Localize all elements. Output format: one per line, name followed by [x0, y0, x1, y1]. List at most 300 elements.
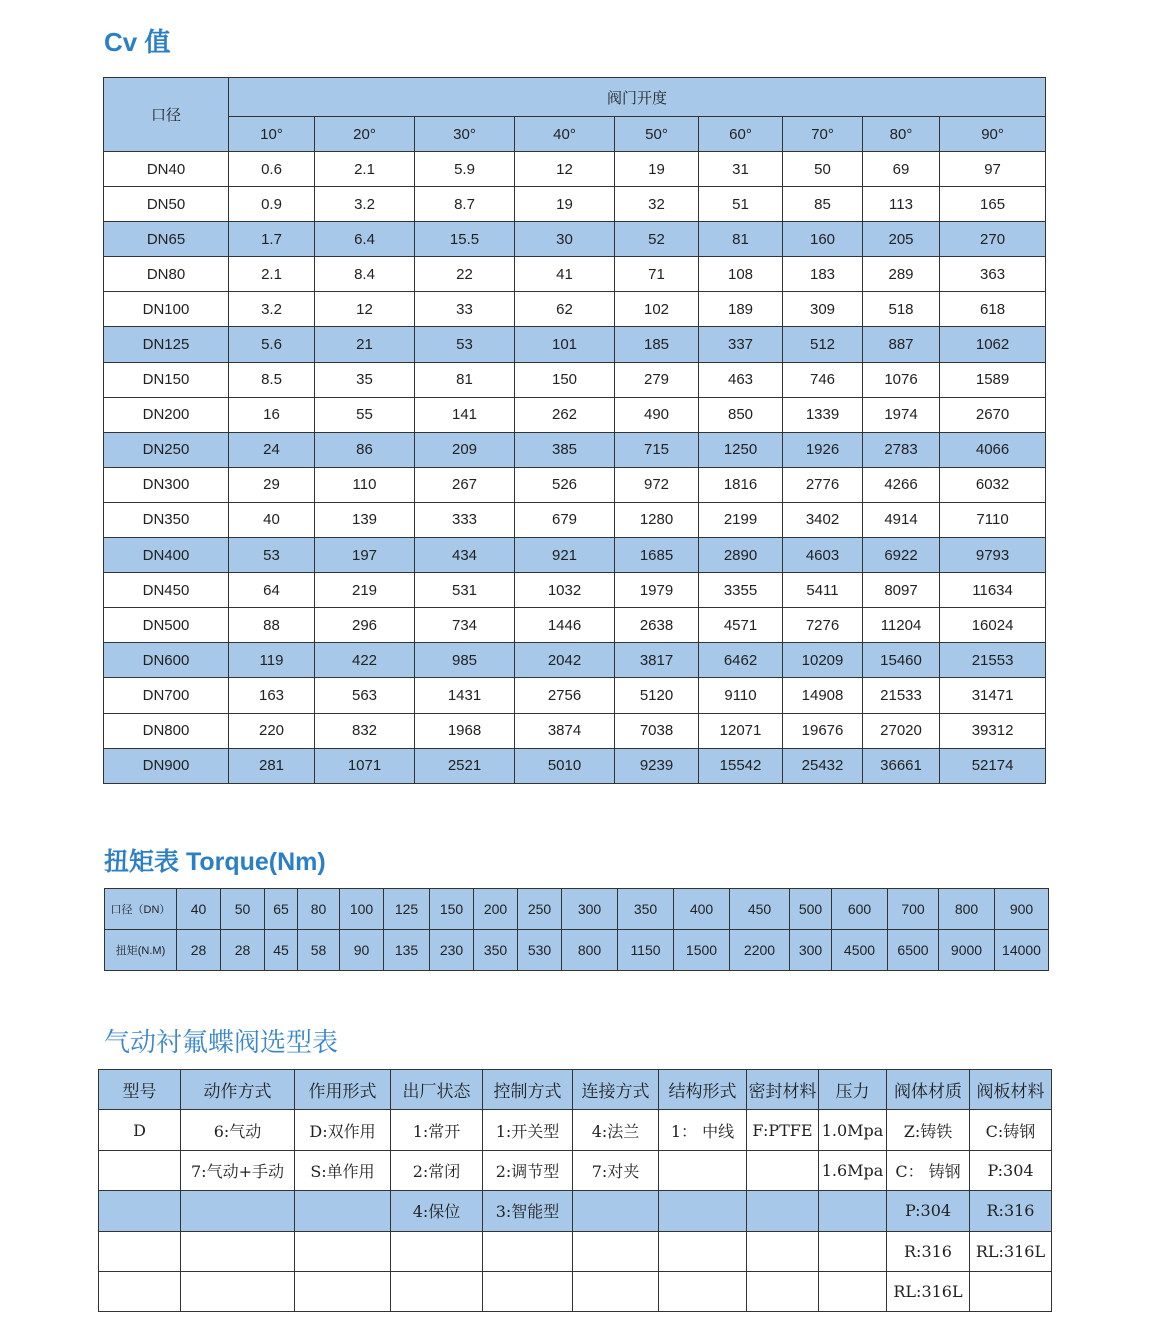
cv-size-cell: DN250	[104, 432, 229, 467]
cv-value-cell: 2756	[515, 678, 615, 713]
cv-value-cell: 32	[615, 187, 699, 222]
cv-value-cell: 205	[863, 222, 940, 257]
cv-value-cell: 35	[315, 362, 415, 397]
selection-cell	[181, 1231, 295, 1271]
cv-value-cell: 29	[229, 467, 315, 502]
cv-value-cell: 8.5	[229, 362, 315, 397]
cv-row	[104, 257, 1046, 292]
cv-value-cell: 6032	[940, 467, 1046, 502]
cv-row	[104, 467, 1046, 502]
torque-value-cell: 1150	[618, 930, 674, 971]
cv-value-cell: 1062	[940, 327, 1046, 362]
selection-cell: P:304	[887, 1191, 970, 1231]
torque-dn-cell: 80	[298, 889, 340, 930]
cv-value-cell: 1685	[615, 538, 699, 573]
cv-value-cell: 850	[699, 397, 783, 432]
selection-cell	[747, 1231, 819, 1271]
cv-value-cell: 16024	[940, 608, 1046, 643]
cv-value-cell: 101	[515, 327, 615, 362]
selection-cell: D:双作用	[295, 1110, 391, 1150]
cv-value-cell: 5120	[615, 678, 699, 713]
cv-value-cell: 1816	[699, 467, 783, 502]
cv-angle-header: 40°	[515, 117, 615, 152]
cv-value-cell: 27020	[863, 713, 940, 748]
cv-row	[104, 292, 1046, 327]
cv-value-cell: 281	[229, 748, 315, 783]
cv-value-cell: 85	[783, 187, 863, 222]
cv-value-cell: 165	[940, 187, 1046, 222]
cv-value-cell: 6.4	[315, 222, 415, 257]
torque-value-cell: 28	[221, 930, 265, 971]
selection-cell	[99, 1191, 181, 1231]
cv-value-cell: 3874	[515, 713, 615, 748]
cv-value-cell: 110	[315, 467, 415, 502]
selection-table	[98, 1069, 1052, 1312]
cv-value-cell: 531	[415, 573, 515, 608]
cv-value-cell: 11204	[863, 608, 940, 643]
selection-cell: F:PTFE	[747, 1110, 819, 1150]
cv-value-cell: 40	[229, 502, 315, 537]
torque-value-cell: 800	[562, 930, 618, 971]
cv-value-cell: 267	[415, 467, 515, 502]
cv-value-cell: 972	[615, 467, 699, 502]
cv-value-cell: 19	[515, 187, 615, 222]
cv-value-cell: 71	[615, 257, 699, 292]
cv-value-cell: 6462	[699, 643, 783, 678]
cv-value-cell: 296	[315, 608, 415, 643]
cv-value-cell: 832	[315, 713, 415, 748]
selection-header: 结构形式	[659, 1070, 747, 1110]
selection-cell	[747, 1271, 819, 1311]
cv-value-cell: 2776	[783, 467, 863, 502]
torque-dn-cell: 100	[340, 889, 384, 930]
selection-cell	[747, 1191, 819, 1231]
selection-cell: 1.6Mpa	[819, 1150, 887, 1190]
cv-value-cell: 1589	[940, 362, 1046, 397]
selection-cell: RL:316L	[887, 1271, 970, 1311]
torque-table	[104, 888, 1049, 971]
torque-dn-cell: 150	[430, 889, 474, 930]
cv-angle-header: 30°	[415, 117, 515, 152]
cv-value-cell: 15460	[863, 643, 940, 678]
cv-value-cell: 9110	[699, 678, 783, 713]
cv-value-cell: 618	[940, 292, 1046, 327]
cv-value-cell: 1339	[783, 397, 863, 432]
cv-row	[104, 327, 1046, 362]
cv-row	[104, 222, 1046, 257]
selection-cell	[181, 1191, 295, 1231]
cv-size-cell: DN600	[104, 643, 229, 678]
cv-size-cell: DN500	[104, 608, 229, 643]
cv-size-cell: DN400	[104, 538, 229, 573]
cv-value-cell: 262	[515, 397, 615, 432]
cv-value-cell: 30	[515, 222, 615, 257]
cv-value-cell: 8.7	[415, 187, 515, 222]
selection-cell	[819, 1231, 887, 1271]
selection-cell	[573, 1271, 659, 1311]
selection-cell	[659, 1271, 747, 1311]
cv-value-cell: 734	[415, 608, 515, 643]
cv-value-cell: 422	[315, 643, 415, 678]
torque-dn-cell: 900	[995, 889, 1049, 930]
cv-value-cell: 337	[699, 327, 783, 362]
cv-row	[104, 187, 1046, 222]
cv-row	[104, 608, 1046, 643]
cv-row	[104, 713, 1046, 748]
selection-cell: 1:开关型	[483, 1110, 573, 1150]
cv-value-cell: 197	[315, 538, 415, 573]
cv-value-cell: 2638	[615, 608, 699, 643]
torque-value-cell: 58	[298, 930, 340, 971]
cv-value-cell: 86	[315, 432, 415, 467]
cv-value-cell: 1.7	[229, 222, 315, 257]
torque-dn-cell: 600	[832, 889, 888, 930]
selection-cell	[659, 1231, 747, 1271]
cv-value-cell: 55	[315, 397, 415, 432]
torque-dn-cell: 50	[221, 889, 265, 930]
cv-angle-header: 50°	[615, 117, 699, 152]
cv-value-cell: 3.2	[315, 187, 415, 222]
cv-size-cell: DN150	[104, 362, 229, 397]
cv-value-cell: 434	[415, 538, 515, 573]
cv-value-cell: 1431	[415, 678, 515, 713]
cv-size-cell: DN100	[104, 292, 229, 327]
cv-value-cell: 7110	[940, 502, 1046, 537]
cv-value-cell: 53	[229, 538, 315, 573]
selection-header: 型号	[99, 1070, 181, 1110]
cv-size-cell: DN200	[104, 397, 229, 432]
selection-cell	[391, 1271, 483, 1311]
cv-value-cell: 39312	[940, 713, 1046, 748]
cv-value-cell: 24	[229, 432, 315, 467]
torque-dn-cell: 125	[384, 889, 430, 930]
cv-row	[104, 573, 1046, 608]
torque-value-label: 扭矩(N.M)	[105, 930, 177, 971]
cv-value-cell: 21553	[940, 643, 1046, 678]
selection-cell: Z:铸铁	[887, 1110, 970, 1150]
cv-value-cell: 15.5	[415, 222, 515, 257]
cv-size-cell: DN350	[104, 502, 229, 537]
cv-value-cell: 31	[699, 152, 783, 187]
selection-cell	[181, 1271, 295, 1311]
cv-value-cell: 3817	[615, 643, 699, 678]
cv-value-cell: 279	[615, 362, 699, 397]
torque-value-cell: 2200	[730, 930, 790, 971]
cv-value-cell: 2783	[863, 432, 940, 467]
selection-header: 压力	[819, 1070, 887, 1110]
selection-cell: 7:气动+手动	[181, 1150, 295, 1190]
cv-size-cell: DN700	[104, 678, 229, 713]
cv-value-cell: 679	[515, 502, 615, 537]
cv-value-cell: 4914	[863, 502, 940, 537]
cv-size-cell: DN50	[104, 187, 229, 222]
cv-value-cell: 12071	[699, 713, 783, 748]
cv-value-cell: 141	[415, 397, 515, 432]
cv-value-cell: 50	[783, 152, 863, 187]
cv-value-cell: 52174	[940, 748, 1046, 783]
cv-value-cell: 985	[415, 643, 515, 678]
cv-size-cell: DN125	[104, 327, 229, 362]
selection-cell: 6:气动	[181, 1110, 295, 1150]
cv-value-cell: 1446	[515, 608, 615, 643]
selection-cell: R:316	[887, 1231, 970, 1271]
selection-cell	[747, 1150, 819, 1190]
selection-row	[99, 1271, 1052, 1311]
cv-value-cell: 16	[229, 397, 315, 432]
cv-value-cell: 746	[783, 362, 863, 397]
selection-row	[99, 1150, 1052, 1190]
selection-row	[99, 1191, 1052, 1231]
cv-value-cell: 1926	[783, 432, 863, 467]
selection-cell: C:铸钢	[970, 1110, 1052, 1150]
cv-value-cell: 62	[515, 292, 615, 327]
cv-value-cell: 11634	[940, 573, 1046, 608]
selection-cell	[99, 1271, 181, 1311]
selection-cell	[295, 1231, 391, 1271]
torque-dn-cell: 65	[265, 889, 298, 930]
cv-value-cell: 490	[615, 397, 699, 432]
cv-row	[104, 432, 1046, 467]
cv-value-cell: 887	[863, 327, 940, 362]
torque-dn-cell: 40	[177, 889, 221, 930]
torque-dn-cell: 700	[888, 889, 939, 930]
selection-cell: D	[99, 1110, 181, 1150]
torque-dn-cell: 800	[939, 889, 995, 930]
torque-dn-cell: 500	[790, 889, 832, 930]
selection-cell: 1： 中线	[659, 1110, 747, 1150]
cv-angle-header: 90°	[940, 117, 1046, 152]
cv-value-cell: 6922	[863, 538, 940, 573]
cv-value-cell: 12	[515, 152, 615, 187]
cv-value-cell: 41	[515, 257, 615, 292]
cv-value-cell: 209	[415, 432, 515, 467]
torque-value-cell: 9000	[939, 930, 995, 971]
torque-value-cell: 28	[177, 930, 221, 971]
cv-value-cell: 2.1	[229, 257, 315, 292]
cv-size-cell: DN800	[104, 713, 229, 748]
cv-angle-header: 10°	[229, 117, 315, 152]
cv-value-cell: 7038	[615, 713, 699, 748]
cv-value-cell: 5.6	[229, 327, 315, 362]
cv-row	[104, 538, 1046, 573]
cv-value-cell: 160	[783, 222, 863, 257]
torque-value-cell: 530	[518, 930, 562, 971]
selection-cell: 1.0Mpa	[819, 1110, 887, 1150]
cv-value-cell: 3355	[699, 573, 783, 608]
cv-value-cell: 526	[515, 467, 615, 502]
selection-cell: 7:对夹	[573, 1150, 659, 1190]
selection-cell	[573, 1191, 659, 1231]
cv-value-cell: 22	[415, 257, 515, 292]
selection-cell	[483, 1231, 573, 1271]
cv-value-cell: 4266	[863, 467, 940, 502]
cv-angle-header: 60°	[699, 117, 783, 152]
cv-value-cell: 563	[315, 678, 415, 713]
cv-value-cell: 81	[415, 362, 515, 397]
selection-cell: 4:保位	[391, 1191, 483, 1231]
torque-value-cell: 350	[474, 930, 518, 971]
torque-title: 扭矩表 Torque(Nm)	[104, 848, 326, 876]
torque-value-cell: 135	[384, 930, 430, 971]
cv-value-cell: 19	[615, 152, 699, 187]
selection-header: 控制方式	[483, 1070, 573, 1110]
cv-value-cell: 69	[863, 152, 940, 187]
cv-size-header: 口径	[104, 78, 229, 152]
torque-value-cell: 14000	[995, 930, 1049, 971]
torque-value-cell: 45	[265, 930, 298, 971]
cv-value-cell: 36661	[863, 748, 940, 783]
cv-value-cell: 715	[615, 432, 699, 467]
cv-value-cell: 385	[515, 432, 615, 467]
torque-dn-label: 口径（DN）	[105, 889, 177, 930]
cv-value-cell: 102	[615, 292, 699, 327]
cv-value-cell: 1968	[415, 713, 515, 748]
selection-cell: 3:智能型	[483, 1191, 573, 1231]
cv-value-cell: 31471	[940, 678, 1046, 713]
torque-value-cell: 300	[790, 930, 832, 971]
selection-cell: S:单作用	[295, 1150, 391, 1190]
cv-value-cell: 5411	[783, 573, 863, 608]
cv-value-cell: 14908	[783, 678, 863, 713]
cv-opening-header: 阀门开度	[229, 78, 1046, 117]
cv-value-cell: 9793	[940, 538, 1046, 573]
cv-value-cell: 2521	[415, 748, 515, 783]
cv-value-cell: 220	[229, 713, 315, 748]
cv-row	[104, 397, 1046, 432]
selection-cell	[295, 1191, 391, 1231]
cv-value-cell: 512	[783, 327, 863, 362]
selection-cell	[659, 1150, 747, 1190]
selection-header: 密封材料	[747, 1070, 819, 1110]
cv-value-cell: 309	[783, 292, 863, 327]
cv-value-cell: 2670	[940, 397, 1046, 432]
cv-value-cell: 64	[229, 573, 315, 608]
selection-cell: 2:常闭	[391, 1150, 483, 1190]
selection-header: 出厂状态	[391, 1070, 483, 1110]
cv-angle-header: 20°	[315, 117, 415, 152]
cv-value-cell: 219	[315, 573, 415, 608]
cv-value-cell: 10209	[783, 643, 863, 678]
cv-value-cell: 2.1	[315, 152, 415, 187]
cv-value-cell: 1071	[315, 748, 415, 783]
selection-cell: R:316	[970, 1191, 1052, 1231]
cv-value-cell: 1979	[615, 573, 699, 608]
selection-header: 动作方式	[181, 1070, 295, 1110]
cv-value-cell: 0.6	[229, 152, 315, 187]
cv-value-cell: 1076	[863, 362, 940, 397]
cv-value-cell: 3.2	[229, 292, 315, 327]
selection-row	[99, 1110, 1052, 1150]
cv-value-cell: 108	[699, 257, 783, 292]
cv-value-cell: 33	[415, 292, 515, 327]
selection-cell: RL:316L	[970, 1231, 1052, 1271]
cv-size-cell: DN65	[104, 222, 229, 257]
cv-row	[104, 362, 1046, 397]
cv-value-cell: 150	[515, 362, 615, 397]
selection-cell: 2:调节型	[483, 1150, 573, 1190]
cv-value-cell: 2890	[699, 538, 783, 573]
cv-size-cell: DN300	[104, 467, 229, 502]
cv-value-cell: 53	[415, 327, 515, 362]
selection-cell: P:304	[970, 1150, 1052, 1190]
cv-value-cell: 185	[615, 327, 699, 362]
cv-value-cell: 52	[615, 222, 699, 257]
cv-value-cell: 8097	[863, 573, 940, 608]
cv-value-cell: 7276	[783, 608, 863, 643]
selection-cell	[99, 1150, 181, 1190]
cv-value-cell: 5.9	[415, 152, 515, 187]
selection-header: 连接方式	[573, 1070, 659, 1110]
cv-size-cell: DN80	[104, 257, 229, 292]
cv-value-cell: 119	[229, 643, 315, 678]
torque-value-cell: 1500	[674, 930, 730, 971]
torque-value-cell: 230	[430, 930, 474, 971]
selection-header: 阀板材料	[970, 1070, 1052, 1110]
cv-value-cell: 15542	[699, 748, 783, 783]
selection-header: 作用形式	[295, 1070, 391, 1110]
selection-cell	[391, 1231, 483, 1271]
cv-value-cell: 518	[863, 292, 940, 327]
cv-value-cell: 333	[415, 502, 515, 537]
cv-row	[104, 643, 1046, 678]
cv-title: Cv 值	[104, 27, 171, 57]
cv-angle-header: 80°	[863, 117, 940, 152]
torque-dn-cell: 350	[618, 889, 674, 930]
cv-value-cell: 463	[699, 362, 783, 397]
cv-value-cell: 2042	[515, 643, 615, 678]
cv-value-cell: 270	[940, 222, 1046, 257]
cv-value-cell: 139	[315, 502, 415, 537]
selection-cell: 4:法兰	[573, 1110, 659, 1150]
cv-value-cell: 4603	[783, 538, 863, 573]
cv-value-cell: 5010	[515, 748, 615, 783]
selection-cell	[295, 1271, 391, 1311]
cv-value-cell: 25432	[783, 748, 863, 783]
cv-value-cell: 12	[315, 292, 415, 327]
cv-value-cell: 289	[863, 257, 940, 292]
cv-value-cell: 51	[699, 187, 783, 222]
cv-row	[104, 678, 1046, 713]
cv-value-cell: 1280	[615, 502, 699, 537]
selection-cell	[483, 1271, 573, 1311]
cv-table	[103, 77, 1046, 784]
selection-row	[99, 1231, 1052, 1271]
selection-cell: C： 铸钢	[887, 1150, 970, 1190]
cv-value-cell: 88	[229, 608, 315, 643]
cv-value-cell: 3402	[783, 502, 863, 537]
selection-title: 气动衬氟蝶阀选型表	[104, 1027, 339, 1057]
cv-value-cell: 363	[940, 257, 1046, 292]
cv-value-cell: 97	[940, 152, 1046, 187]
torque-dn-cell: 450	[730, 889, 790, 930]
cv-value-cell: 2199	[699, 502, 783, 537]
torque-dn-cell: 300	[562, 889, 618, 930]
cv-value-cell: 1974	[863, 397, 940, 432]
cv-row	[104, 748, 1046, 783]
selection-cell	[99, 1231, 181, 1271]
cv-value-cell: 921	[515, 538, 615, 573]
cv-value-cell: 113	[863, 187, 940, 222]
cv-value-cell: 19676	[783, 713, 863, 748]
cv-value-cell: 81	[699, 222, 783, 257]
torque-dn-cell: 400	[674, 889, 730, 930]
cv-size-cell: DN450	[104, 573, 229, 608]
selection-cell: 1:常开	[391, 1110, 483, 1150]
cv-value-cell: 9239	[615, 748, 699, 783]
torque-value-cell: 4500	[832, 930, 888, 971]
cv-value-cell: 21	[315, 327, 415, 362]
cv-value-cell: 8.4	[315, 257, 415, 292]
